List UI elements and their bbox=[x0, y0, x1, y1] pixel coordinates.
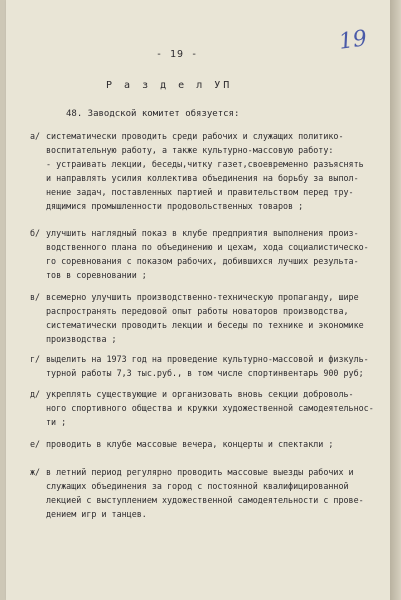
page-edge-shadow bbox=[390, 0, 401, 600]
list-item-text: всемерно улучшить производственно-техническую пропаганду, шире распространять передовой опыт работы новаторов производства, систематически проводить лекции и беседы по технике и экономике производства ; bbox=[46, 292, 364, 344]
handwritten-folio-number: 19 bbox=[337, 26, 369, 55]
section-title: Р а з д е л УП bbox=[106, 80, 233, 91]
list-item-text: проводить в клубе массовые вечера, концерты и спектакли ; bbox=[46, 439, 334, 449]
list-item-label: е/ bbox=[30, 439, 41, 449]
list-item bbox=[30, 290, 382, 346]
list-item bbox=[30, 465, 382, 521]
list-item bbox=[30, 437, 382, 451]
page-number: - 19 - bbox=[156, 49, 199, 60]
list-item-label: а/ bbox=[30, 131, 41, 141]
list-item-label: б/ bbox=[30, 228, 41, 238]
list-item bbox=[30, 352, 382, 380]
list-item bbox=[30, 226, 382, 282]
list-item bbox=[30, 387, 382, 429]
list-item-text: систематически проводить среди рабочих и служащих политико- воспитательную работу, а также культурно-массовую работу: - устраивать лекции, беседы,читку газет,своевременно разъяснять и направлять усилия коллектива объединения на борьбу за выпол- нение задач, поставленных партией и правительством перед тру- дящимися промышленности продовольственных товаров ; bbox=[46, 131, 364, 211]
list-item-text: улучшить наглядный показ в клубе предприятия выполнения произ- водственного плана по объединению и цехам, хода социалистическо- го соревнования с показом рабочих, добившихся лучших результа- тов в соревновании ; bbox=[46, 228, 369, 280]
document-page bbox=[6, 0, 390, 600]
list-item-label: в/ bbox=[30, 292, 41, 302]
list-item-label: д/ bbox=[30, 389, 41, 399]
clause-intro: 48. Заводской комитет обязуется: bbox=[66, 109, 240, 119]
list-item-text: выделить на 1973 год на проведение культурно-массовой и физкуль- турной работы 7,3 тыс.руб., в том числе спортинвентарь 900 руб; bbox=[46, 354, 369, 378]
list-item-label: ж/ bbox=[30, 467, 41, 477]
list-item bbox=[30, 129, 382, 213]
list-item-text: в летний период регулярно проводить массовые выезды рабочих и служащих объединения за город с постоянной квалифицированной лекцией с выступлением художественной самодеятельности с прове- дением игр и танцев. bbox=[46, 467, 364, 519]
list-item-label: г/ bbox=[30, 354, 41, 364]
list-item-text: укреплять существующие и организовать вновь секции доброволь- ного спортивного общества и кружки художественной самодеятельнос- ти ; bbox=[46, 389, 374, 427]
